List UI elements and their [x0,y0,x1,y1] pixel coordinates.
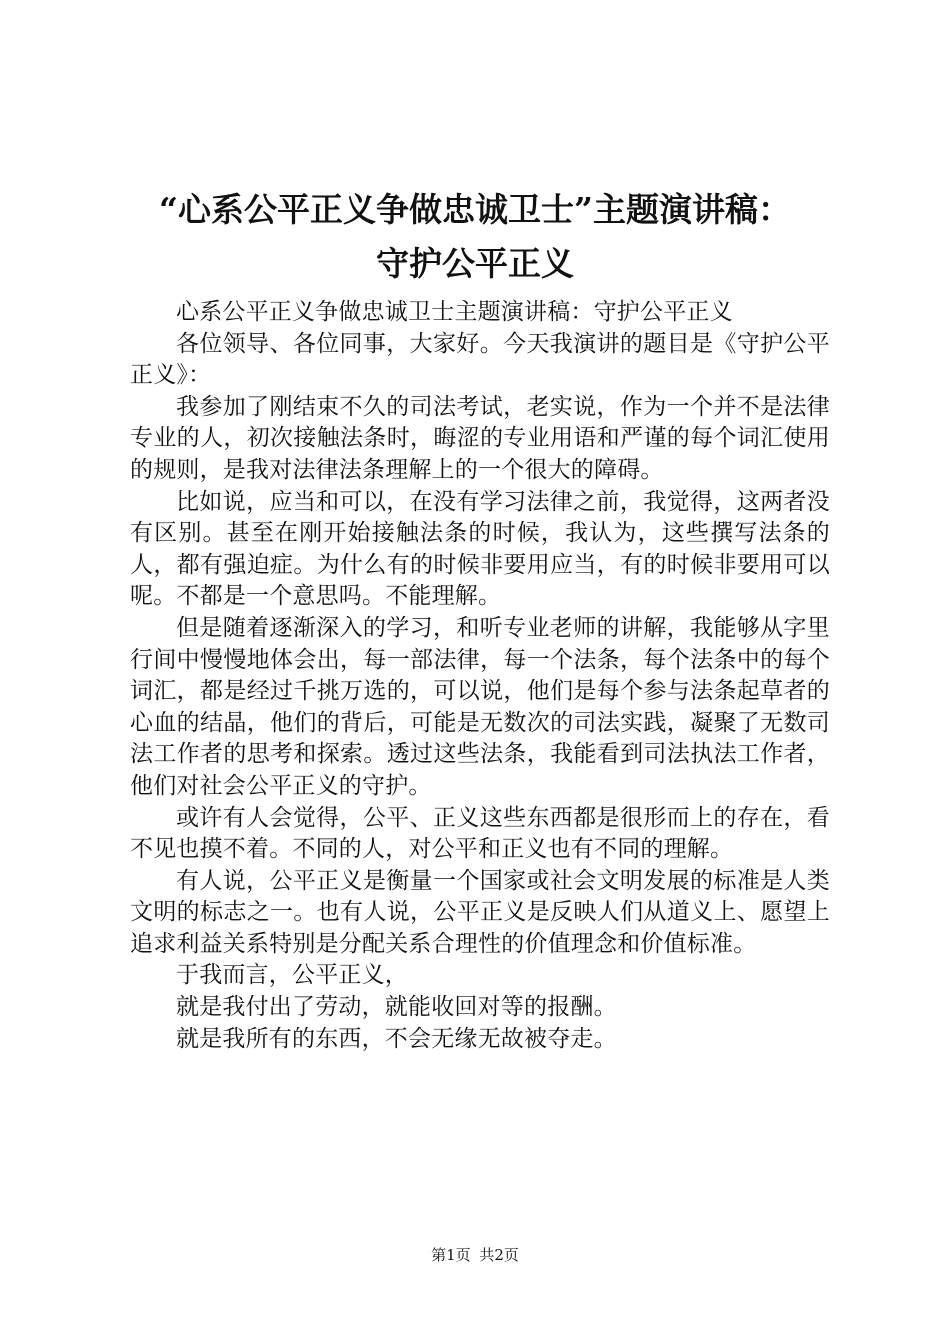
document-title-line-2: 守护公平正义 [376,244,574,283]
paragraph: 但是随着逐渐深入的学习，和听专业老师的讲解，我能够从字里行间中慢慢地体会出，每一部法律，每一个法条，每个法条中的每个词汇，都是经过千挑万选的，可以说，他们是每个参与法条起草者的心血的结晶，他们的背后，可能是无数次的司法实践，凝聚了无数司法工作者的思考和探索。透过这些法条，我能看到司法执法工作者，他们对社会公平正义的守护。 [130,614,830,799]
paragraph: 有人说，公平正义是衡量一个国家或社会文明发展的标准是人类文明的标志之一。也有人说，公平正义是反映人们从道义上、愿望上追求利益关系特别是分配关系合理性的价值理念和价值标准。 [130,867,830,957]
page-number-total: 共2页 [479,1246,519,1264]
document-body [130,297,830,1055]
paragraph: 就是我付出了劳动，就能收回对等的报酬。 [176,994,617,1021]
paragraph: 于我而言，公平正义， [176,962,408,989]
paragraph: 各位领导、各位同事，大家好。今天我演讲的题目是《守护公平正义》： [130,330,830,389]
page-footer [0,1245,950,1265]
paragraph: 比如说，应当和可以，在没有学习法律之前，我觉得，这两者没有区别。甚至在刚开始接触法条的时候，我认为，这些撰写法条的人，都有强迫症。为什么有的时候非要用应当，有的时候非要用可以呢。不都是一个意思吗。不能理解。 [130,488,830,610]
paragraph: 心系公平正义争做忠诚卫士主题演讲稿：守护公平正义 [176,299,733,325]
paragraph: 或许有人会觉得，公平、正义这些东西都是很形而上的存在，看不见也摸不着。不同的人，对公平和正义也有不同的理解。 [130,804,830,863]
paragraph: 就是我所有的东西，不会无缘无故被夺走。 [176,1025,617,1052]
page-number-current: 第1页 [431,1246,471,1264]
paragraph: 我参加了刚结束不久的司法考试，老实说，作为一个并不是法律专业的人，初次接触法条时，晦涩的专业用语和严谨的每个词汇使用的规则，是我对法律法条理解上的一个很大的障碍。 [130,393,830,483]
document-title-line-1: “心系公平正义争做忠诚卫士”主题演讲稿： [159,190,791,229]
